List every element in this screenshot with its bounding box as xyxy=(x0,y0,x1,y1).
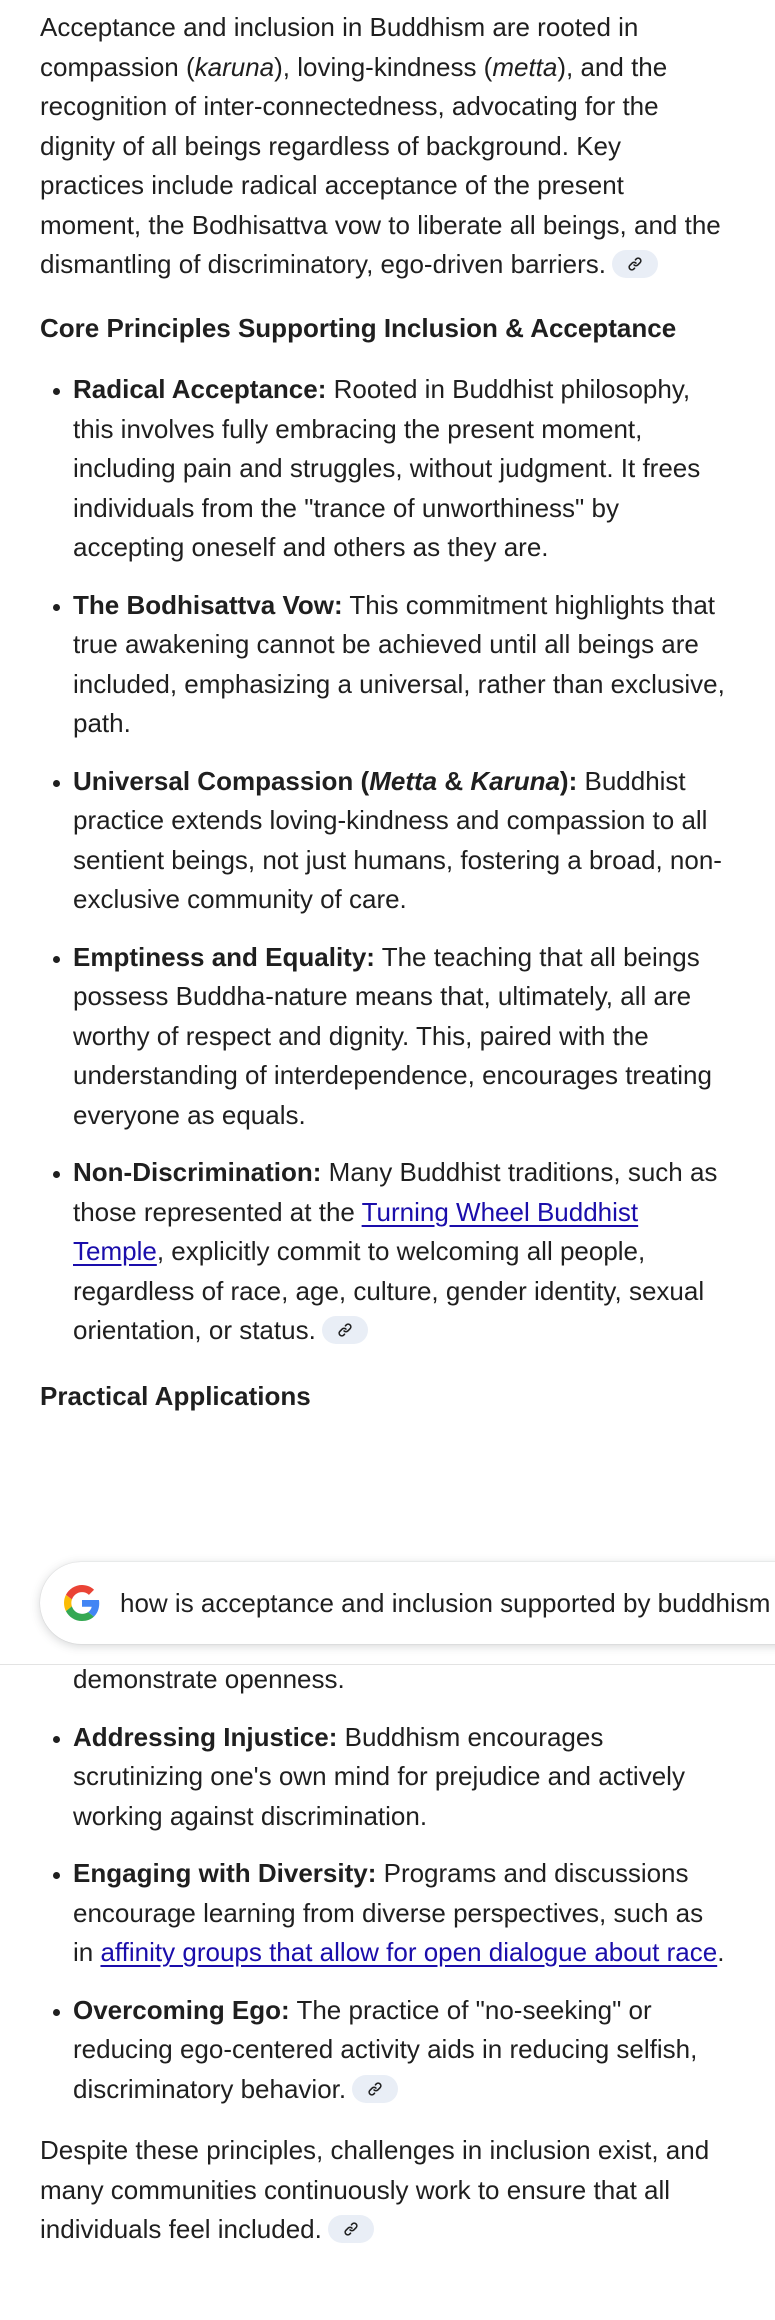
list-item xyxy=(73,1718,730,1837)
item-title-amp: & xyxy=(437,765,471,796)
item-title-close: ): xyxy=(559,765,578,796)
citation-link-button[interactable] xyxy=(328,2215,374,2243)
partial-list-text: demonstrate openness. xyxy=(73,1664,345,1694)
item-title-metta: Metta xyxy=(369,765,438,796)
citation-link-button[interactable] xyxy=(322,1316,368,1344)
search-query-text[interactable]: how is acceptance and inclusion supported by buddhism xyxy=(120,1587,771,1618)
item-title: The Bodhisattva Vow: xyxy=(73,589,343,620)
item-title xyxy=(73,766,577,796)
practical-applications-list xyxy=(40,1718,730,2110)
affinity-groups-link[interactable]: affinity groups that allow for open dialogue about race xyxy=(100,1937,718,1967)
citation-link-button[interactable] xyxy=(612,250,658,278)
list-item xyxy=(73,1153,730,1351)
citation-link-button[interactable] xyxy=(352,2075,398,2103)
item-text: Many Buddhist traditions, such as those represented at the xyxy=(73,1157,718,1227)
link-icon xyxy=(627,256,643,272)
item-text: The teaching that all beings possess Buddha-nature means that, ultimately, all are worthy of respect and dignity. This, paired with the understanding of interdependence, encourages treating everyone as equals. xyxy=(73,941,712,1130)
core-principles-heading: Core Principles Supporting Inclusion & Acceptance xyxy=(40,312,677,343)
item-title: Engaging with Diversity: xyxy=(73,1858,377,1888)
item-title: Emptiness and Equality: xyxy=(73,941,375,972)
item-text: Buddhist practice extends loving-kindness and compassion to all sentient beings, not just humans, fostering a broad, non-exclusive community of care. xyxy=(73,765,722,914)
link-icon xyxy=(337,1322,353,1338)
intro-term-metta: metta xyxy=(492,51,558,82)
intro-term-karuna: karuna xyxy=(194,51,275,82)
item-title: Non-Discrimination: xyxy=(73,1157,322,1187)
item-text: The practice of "no-seeking" or reducing ego-centered activity aids in reducing selfish, discriminatory behavior. xyxy=(73,1994,698,2104)
closing-text: Despite these principles, challenges in inclusion exist, and many communities continuously work to ensure that all individuals feel included. xyxy=(40,2135,710,2244)
item-title-part: Universal Compassion ( xyxy=(73,765,370,796)
google-g-icon xyxy=(64,1585,100,1621)
closing-paragraph xyxy=(40,2131,730,2250)
item-text-end: , explicitly commit to welcoming all people, regardless of race, age, culture, gender identity, sexual orientation, or status. xyxy=(73,1236,705,1345)
practical-applications-heading: Practical Applications xyxy=(40,1380,311,1411)
turning-wheel-temple-link[interactable]: Turning Wheel Buddhist Temple xyxy=(73,1196,639,1266)
list-item xyxy=(73,1991,730,2110)
intro-text-2: ), loving-kindness ( xyxy=(274,51,493,82)
list-item xyxy=(73,762,730,920)
item-title-karuna: Karuna xyxy=(470,765,560,796)
intro-text-1: Acceptance and inclusion in Buddhism are rooted in compassion ( xyxy=(40,12,639,82)
practical-applications-content xyxy=(40,1660,730,2250)
list-item xyxy=(73,586,730,744)
item-title: Addressing Injustice: xyxy=(73,1721,338,1752)
search-bar[interactable] xyxy=(40,1562,775,1644)
item-text: Rooted in Buddhist philosophy, this involves fully embracing the present moment, including pain and struggles, without judgment. It frees individuals from the "trance of unworthiness" by accepting oneself and others as they are. xyxy=(73,374,701,562)
link-icon xyxy=(367,2081,383,2097)
item-text: Programs and discussions encourage learning from diverse perspectives, such as in xyxy=(73,1858,704,1967)
intro-text-3: ), and the recognition of inter-connectedness, advocating for the dignity of all beings regardless of background. Key practices include radical acceptance of the present moment, the Bodhisattva vow to liberate all beings, and the dismantling of discriminatory, ego-driven barriers. xyxy=(40,51,721,279)
ai-overview-content xyxy=(40,8,730,1416)
item-text: Buddhism encourages scrutinizing one's own mind for prejudice and actively working against discrimination. xyxy=(73,1721,685,1831)
core-principles-list xyxy=(40,370,730,1351)
item-title: Radical Acceptance: xyxy=(73,374,327,404)
list-item xyxy=(73,1854,730,1973)
intro-paragraph xyxy=(40,8,730,285)
item-text-end: . xyxy=(717,1937,725,1967)
link-icon xyxy=(343,2221,359,2237)
list-item xyxy=(73,938,730,1136)
item-text: This commitment highlights that true awakening cannot be achieved until all beings are included, emphasizing a universal, rather than exclusive, path. xyxy=(73,589,725,738)
list-item xyxy=(73,370,730,568)
item-title: Overcoming Ego: xyxy=(73,1994,290,2025)
